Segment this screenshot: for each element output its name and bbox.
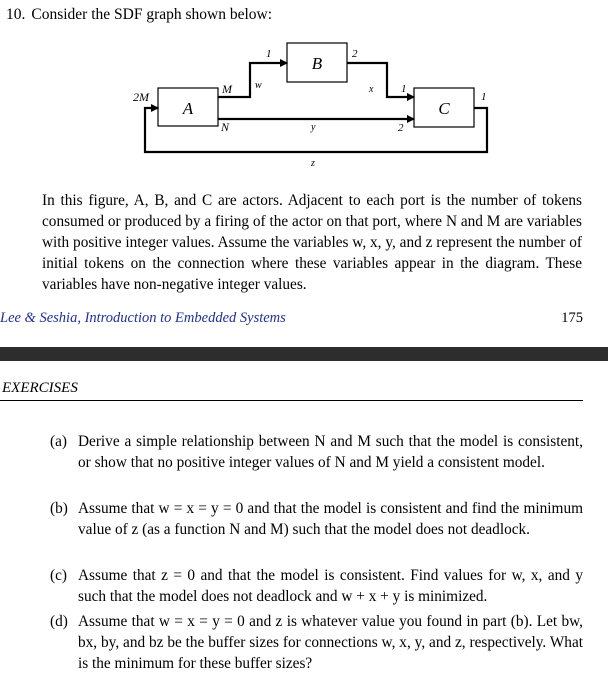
delay-y: y — [311, 122, 316, 133]
rate-a-self: 2M — [133, 90, 149, 104]
part-text: Assume that z = 0 and that the model is consistent. Find values for w, x, and y such that the model does not deadlock and w + x + y is minimized. — [78, 567, 583, 605]
part-c — [50, 565, 583, 607]
actor-b-label: B — [311, 54, 323, 73]
rate-c-in-top: 1 — [401, 83, 407, 95]
delay-z: z — [311, 158, 315, 169]
part-d — [50, 611, 583, 674]
rate-c-in-bottom: 2 — [398, 122, 404, 134]
rate-b-in: 1 — [266, 48, 272, 60]
book-reference: Lee & Seshia, Introduction to Embedded Systems — [0, 310, 286, 326]
part-label: (c) — [50, 567, 67, 584]
question-number: 10. — [6, 6, 26, 23]
part-a — [50, 431, 583, 473]
part-label: (b) — [50, 500, 68, 517]
sdf-graph-diagram — [0, 0, 608, 190]
actor-c-label: C — [438, 99, 450, 118]
rate-c-out: 1 — [481, 91, 487, 103]
section-title: EXERCISES — [2, 380, 78, 396]
section-rule — [0, 400, 583, 401]
part-label: (a) — [50, 433, 67, 450]
part-text: Assume that w = x = y = 0 and that the model is consistent and find the minimum value of z (as a function N and M) such that the model does not deadlock. — [78, 500, 583, 538]
delay-x: x — [369, 84, 374, 95]
page-footer — [0, 310, 583, 327]
page-divider-bar — [0, 347, 608, 361]
delay-w: w — [255, 80, 262, 91]
part-label: (d) — [50, 613, 68, 630]
description-paragraph: In this figure, A, B, and C are actors. Adjacent to each port is the number of tokens consumed or produced by a firing of the actor on that port, where N and M are variables with positive integer values. Assume the variables w, x, y, and z represent the number of initial tokens on the connection where these variables appear in the diagram. These variables have non-negative integer values. — [42, 192, 582, 293]
question-title: Consider the SDF graph shown below: — [31, 6, 273, 23]
page-number: 175 — [561, 310, 583, 326]
edge-z — [145, 108, 487, 152]
actor-a-label: A — [182, 99, 194, 118]
part-text: Assume that w = x = y = 0 and z is whatever value you found in part (b). Let bw, bx, by, and bz be the buffer sizes for connections w, x, y, and z, respectively. What is the minimum for these buffer sizes? — [78, 613, 583, 672]
rate-a-m: M — [222, 82, 232, 96]
part-text: Derive a simple relationship between N and M such that the model is consistent, or show that no positive integer values of N and M yield a consistent model. — [78, 433, 583, 471]
part-b — [50, 498, 583, 540]
rate-a-n: N — [221, 120, 230, 134]
rate-b-out: 2 — [352, 48, 358, 60]
